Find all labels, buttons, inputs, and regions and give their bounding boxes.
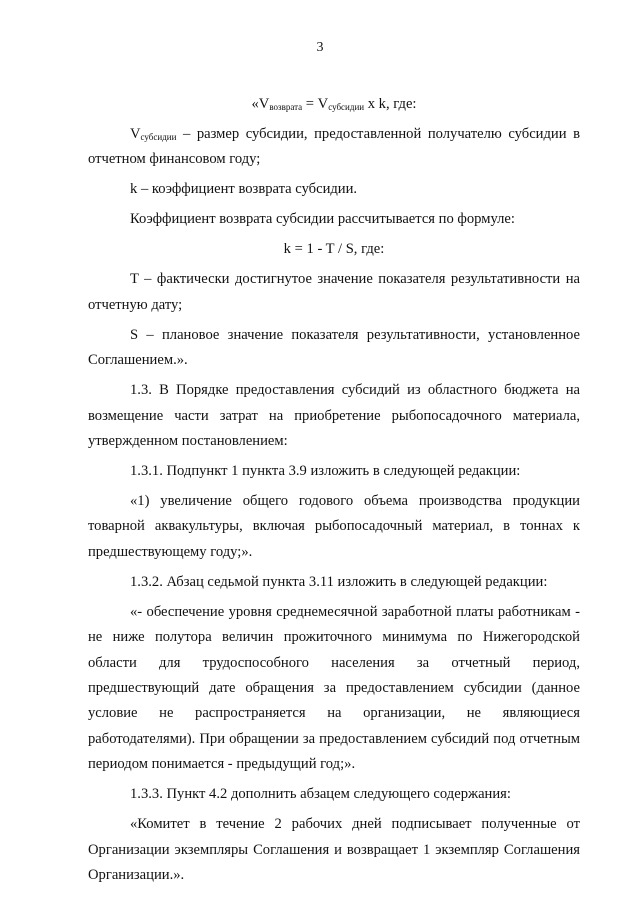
formula-coefficient: k = 1 - T / S, где: bbox=[283, 241, 385, 258]
formula-refund-volume bbox=[88, 92, 580, 117]
formula-sub-refund: возврата bbox=[269, 102, 303, 112]
definition-s: S – плановое значение показателя результативности, установленное Соглашением.». bbox=[88, 326, 580, 369]
clause-1-3-2: 1.3.2. Абзац седьмой пункта 3.11 изложить в следующей редакции: bbox=[130, 573, 548, 590]
def-v-text: – размер субсидии, предоставленной получателю субсидии в отчетном финансовом году; bbox=[88, 126, 580, 168]
def-v-symbol: V bbox=[130, 126, 141, 142]
formula-open: «V bbox=[251, 96, 270, 112]
quote-1-3-3: «Комитет в течение 2 рабочих дней подписывает полученные от Организации экземпляры Соглашения и возвращает 1 экземпляр Соглашения Организации.». bbox=[88, 816, 580, 884]
formula-sub-subsidy: субсидии bbox=[328, 102, 365, 112]
def-v-sub: субсидии bbox=[140, 132, 177, 142]
formula-mid: = V bbox=[302, 96, 329, 112]
clause-1-3: 1.3. В Порядке предоставления субсидий из областного бюджета на возмещение части затрат на приобретение рыбопосадочного материала, утвержденном постановлением: bbox=[88, 382, 580, 450]
clause-1-3-1: 1.3.1. Подпункт 1 пункта 3.9 изложить в следующей редакции: bbox=[130, 463, 521, 480]
definition-t: T – фактически достигнутое значение показателя результативности на отчетную дату; bbox=[88, 271, 580, 313]
formula-tail: x k, где: bbox=[364, 96, 417, 112]
clause-1-3-3: 1.3.3. Пункт 4.2 дополнить абзацем следующего содержания: bbox=[130, 786, 511, 803]
quote-1-3-2: «- обеспечение уровня среднемесячной заработной платы работникам - не ниже полутора величин прожиточного минимума по Нижегородской области для трудоспособного населения за отчетный период, предшествующий дате обращения за предоставлением субсидии (данное условие не распространяется на организации, не являющиеся работодателями). При обращении за предоставлением субсидий под отчетным периодом понимается - предыдущий год;». bbox=[88, 603, 580, 773]
document-body bbox=[88, 92, 580, 893]
coefficient-intro: Коэффициент возврата субсидии рассчитывается по формуле: bbox=[130, 211, 515, 228]
quote-1-3-1: «1) увеличение общего годового объема производства продукции товарной аквакультуры, включая рыбопосадочный материал, в тоннах к предшествующему году;». bbox=[88, 493, 580, 560]
definition-k: k – коэффициент возврата субсидии. bbox=[130, 181, 358, 198]
definition-v-subsidy bbox=[88, 122, 580, 173]
page-number: 3 bbox=[316, 40, 324, 55]
